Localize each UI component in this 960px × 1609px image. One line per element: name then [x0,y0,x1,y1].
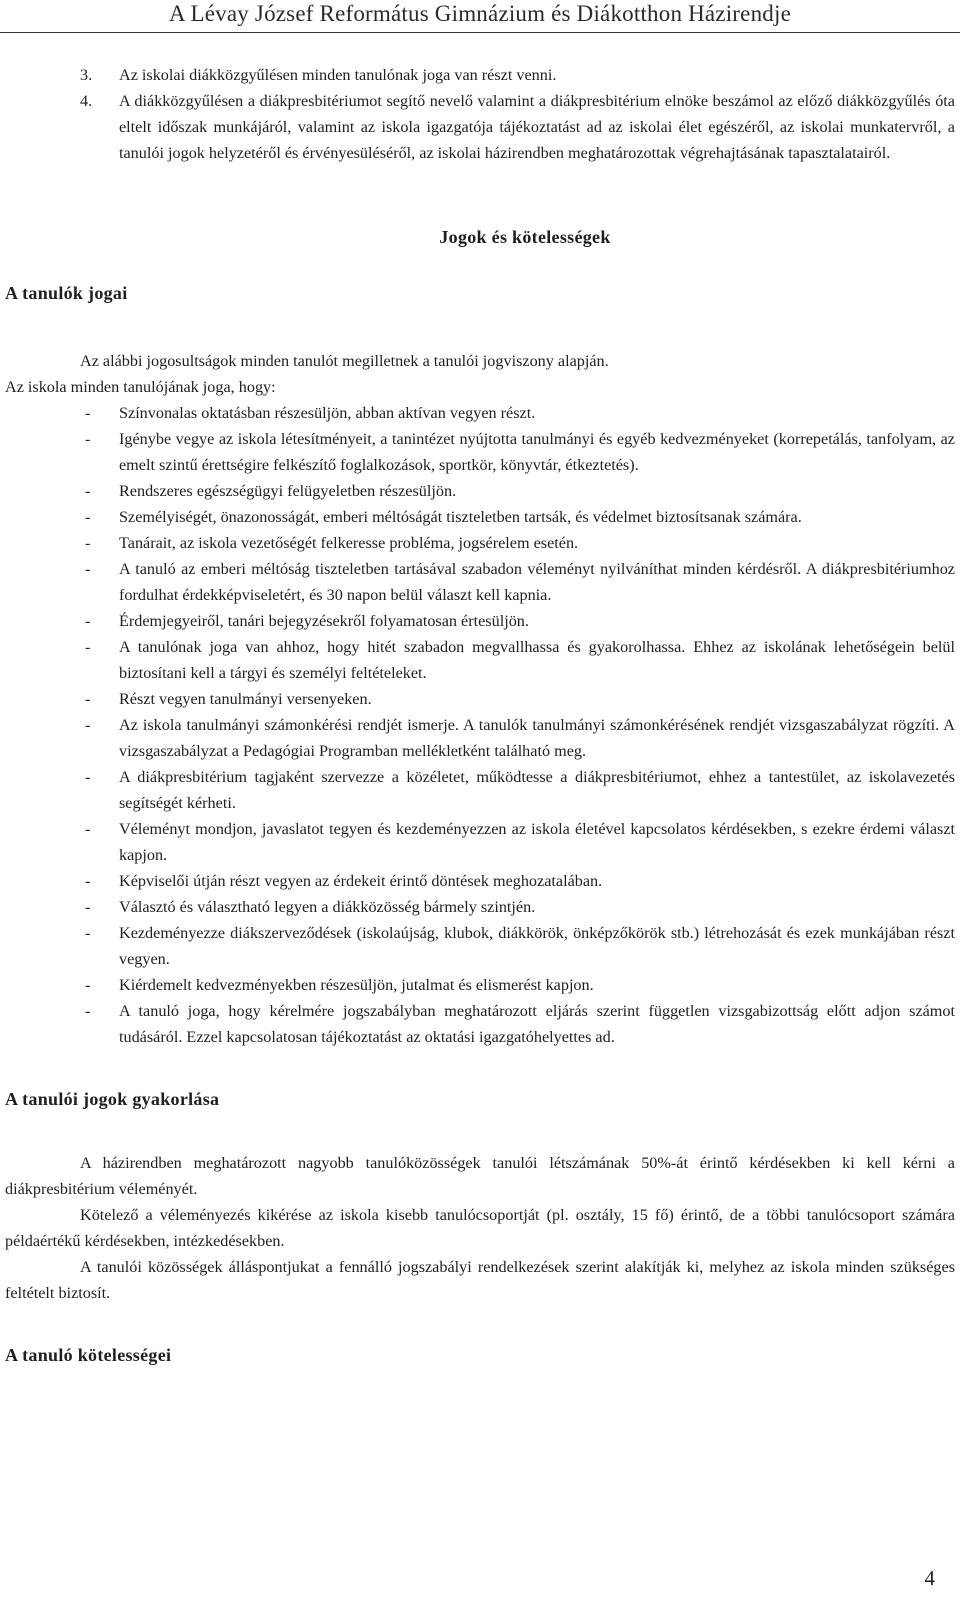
item-number: 3. [80,66,93,84]
rights-intro: Az alábbi jogosultságok minden tanulót megilletnek a tanulói jogviszony alapján. [80,352,609,370]
rights-list-item: - Kiérdemelt kedvezményekben részesüljön, jutalmat és elismerést kapjon. [85,976,594,994]
rights-lead: Az iskola minden tanulójának joga, hogy: [5,378,276,396]
document-body [5,62,955,1368]
item-text: A diákközgyűlésen a diákpresbitériumot segítő nevelő valamint a diákpresbitérium elnöke beszámol az előző diákközgyűlés óta eltelt időszak munkájáról, valamint az iskola igazgatója tájékoztatást ad az iskolai élet egészéről, az iskolai munkatervről, a tanulói jogok helyzetéről és érvényesüléséről, az iskolai házirendben meghatározottak végrehajtásának tapasztalatairól. [119,92,955,162]
rights-list [5,400,955,1050]
exercise-paragraph: A tanulói közösségek álláspontjukat a fennálló jogszabályi rendelkezések szerint alakítják ki, melyhez az iskola minden szükséges feltételt biztosít. [5,1258,955,1302]
exercise-paragraph: A házirendben meghatározott nagyobb tanulóközösségek tanulói létszámának 50%-át érintő kérdésekben ki kell kérni a diákpresbitérium véleményét. [5,1154,955,1198]
numbered-item [5,62,955,88]
page-number: 4 [924,1566,935,1590]
rights-list-item: - Érdemjegyeiről, tanári bejegyzésekről folyamatosan értesüljön. [85,612,529,630]
rights-list-item: - Személyiségét, önazonosságát, emberi méltóságát tiszteletben tartsák, és védelmet biztosítsanak számára. [85,508,802,526]
section-title: Jogok és kötelességek [439,227,611,247]
rights-list-item: - Tanárait, az iskola vezetőségét felkeresse probléma, jogsérelem esetén. [85,534,579,552]
page-header: A Lévay József Református Gimnázium és Diákotthon Házirendje [0,0,960,33]
rights-heading: A tanulók jogai [5,283,128,303]
rights-list-item: - Véleményt mondjon, javaslatot tegyen és kezdeményezzen az iskola életével kapcsolatos kérdésekben, s ezekre érdemi választ kapjon. [85,820,955,864]
exercise-heading: A tanulói jogok gyakorlása [5,1089,220,1109]
rights-list-item: - Választó és választható legyen a diákközösség bármely szintjén. [85,898,536,916]
rights-list-item: - Az iskola tanulmányi számonkérési rendjét ismerje. A tanulók tanulmányi számonkérésének rendjét vizsgaszabályzat rögzíti. A vizsgaszabályzat a Pedagógiai Programban mellékletként található meg. [85,716,955,760]
item-number: 4. [80,92,93,110]
rights-list-item: - Kezdeményezze diákszerveződések (iskolaújság, klubok, diákkörök, önképzőkörök stb.) létrehozását és ezek munkájában részt vegyen. [85,924,955,968]
rights-list-item: - Színvonalas oktatásban részesüljön, abban aktívan vegyen részt. [85,404,536,422]
rights-list-item: - Képviselői útján részt vegyen az érdekeit érintő döntések meghozatalában. [85,872,603,890]
rights-list-item: - A tanuló joga, hogy kérelmére jogszabályban meghatározott eljárás szerint független vizsgabizottság előtt adjon számot tudásáról. Ezzel kapcsolatosan tájékoztatást az oktatási igazgatóhelyettes ad. [85,1002,955,1046]
rights-list-item: - Igénybe vegye az iskola létesítményeit, a tanintézet nyújtotta tanulmányi és egyéb kedvezményeket (korrepetálás, tanfolyam, az emelt szintű érettségire felkészítő foglalkozások, sportkör, könyvtár, étkeztetés). [85,430,955,474]
item-text: Az iskolai diákközgyűlésen minden tanulónak joga van részt venni. [119,66,557,84]
numbered-item [5,88,955,166]
duties-heading: A tanuló kötelességei [5,1345,172,1365]
rights-list-item: - A tanuló az emberi méltóság tiszteletben tartásával szabadon véleményt nyilváníthat minden kérdésről. A diákpresbitériumhoz fordulhat érdekképviseletért, és 30 napon belül választ kell kapnia. [85,560,955,604]
rights-list-item: - Rendszeres egészségügyi felügyeletben részesüljön. [85,482,457,500]
rights-list-item: - Részt vegyen tanulmányi versenyeken. [85,690,372,708]
rights-list-item: - A diákpresbitérium tagjaként szervezze a közéletet, működtesse a diákpresbitériumot, ehhez a tantestület, az iskolavezetés segítségét kérheti. [85,768,955,812]
exercise-paragraph: Kötelező a véleményezés kikérése az iskola kisebb tanulócsoportját (pl. osztály, 15 fő) érintő, de a többi tanulócsoport számára példaértékű kérdésekben, intézkedésekben. [5,1206,955,1250]
rights-list-item: - A tanulónak joga van ahhoz, hogy hitét szabadon megvallhassa és gyakorolhassa. Ehhez az iskolának lehetőségein belül biztosítani kell a tárgyi és személyi feltételeket. [85,638,955,682]
